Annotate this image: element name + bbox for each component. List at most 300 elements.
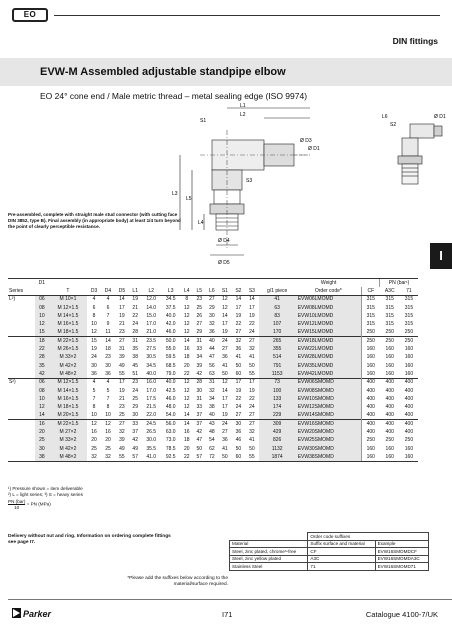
table-cell: 23 <box>119 329 125 336</box>
table-cell: 36 <box>91 370 97 377</box>
suffix-header-material: Material <box>230 540 308 548</box>
table-row <box>8 312 418 320</box>
table-cell: M 33×2 <box>49 436 87 444</box>
table-cell: 50 <box>218 453 232 461</box>
table-cell: 47 <box>209 354 215 361</box>
table-cell: 315 <box>400 295 418 303</box>
order-code-cell: EVW42LMOMD <box>296 370 362 378</box>
table-cell: 400 <box>362 378 380 386</box>
table-cell: 46.0 <box>165 395 176 402</box>
suffix-instruction: *Please add the suffixes below according to the material/surface required. <box>127 576 228 588</box>
table-cell: 19 <box>222 412 228 419</box>
table-cell: 6 <box>92 304 96 311</box>
table-cell: 315 <box>385 321 394 328</box>
table-cell: 42 <box>132 437 138 444</box>
table-cell: 27 <box>245 337 259 345</box>
table-cell: 48 <box>209 428 215 435</box>
delivery-note: Delivery without nut and ring. Information on ordering complete fittings see page I7. <box>8 534 171 546</box>
table-cell: 4 <box>101 378 115 386</box>
table-cell: 250 <box>404 437 414 444</box>
table-cell: 15 <box>87 337 101 345</box>
order-code-cell: EVW06LMOMD <box>296 295 362 303</box>
table-cell: 160 <box>404 445 414 452</box>
suffix-header-row <box>230 540 429 548</box>
series-cell <box>8 411 35 419</box>
table-cell: 14.0 <box>146 304 157 311</box>
table-cell: 30 <box>132 412 138 419</box>
table-row <box>8 444 418 452</box>
table-cell: 19 <box>222 329 228 336</box>
table-cell: 40 <box>209 412 215 419</box>
header-rule <box>54 15 440 16</box>
table-cell: 51 <box>132 370 138 377</box>
table-cell: 6 <box>106 304 110 311</box>
table-cell: 10 <box>91 321 97 328</box>
table-cell: 36 <box>235 428 242 435</box>
suffix-row <box>230 555 429 563</box>
table-cell: 265 <box>259 337 296 345</box>
header-pn: PN (bar¹) <box>380 279 418 287</box>
table-cell: 24 <box>218 337 232 345</box>
table-row <box>8 303 418 311</box>
table-cell: M 33×2 <box>49 353 87 361</box>
table-cell: 315 <box>362 312 380 320</box>
table-cell: 400 <box>404 387 414 394</box>
table-cell: 40 <box>206 337 219 345</box>
table-cell: 400 <box>362 428 380 436</box>
table-cell: 56.0 <box>161 420 180 428</box>
table-cell: 309 <box>259 420 296 428</box>
table-cell: 36 <box>222 354 228 361</box>
suffix-caption-row <box>230 533 429 541</box>
table-cell: 400 <box>385 387 394 394</box>
table-cell: 50 <box>235 362 242 369</box>
table-cell: 160 <box>385 370 394 377</box>
table-cell: 12 <box>218 378 232 386</box>
table-cell: 12 <box>183 321 190 328</box>
table-cell: 41 <box>222 445 228 452</box>
header-cell: D3 <box>87 287 101 295</box>
table-cell: 41 <box>222 362 228 369</box>
table-cell: M 14×1.5 <box>49 386 87 394</box>
series-cell <box>8 436 35 444</box>
table-cell: 160 <box>385 445 394 452</box>
table-cell: 18 <box>183 437 190 444</box>
table-cell: 17 <box>232 378 246 386</box>
table-cell: 14 <box>245 295 259 303</box>
table-cell: 18 <box>35 337 49 345</box>
table-cell: 27 <box>235 329 242 336</box>
table-cell: 16 <box>105 428 111 435</box>
table-cell: 59.5 <box>165 354 176 361</box>
table-cell: M 27×2 <box>49 428 87 436</box>
table-cell: 1132 <box>259 444 296 452</box>
table-cell: 17 <box>119 304 125 311</box>
header-cell: 71 <box>400 287 418 295</box>
table-cell: 48.0 <box>165 404 176 411</box>
table-cell: 100 <box>259 386 296 394</box>
table-cell: 400 <box>362 420 380 428</box>
table-cell: 31 <box>196 395 203 402</box>
table-cell: 160 <box>362 453 380 461</box>
header-cell: S3 <box>245 287 259 295</box>
table-cell: 39 <box>119 354 125 361</box>
order-code-cell: EVW08SMOMD <box>296 386 362 394</box>
table-cell: 63.0 <box>165 428 176 435</box>
table-cell: 19 <box>129 295 142 303</box>
table-cell: 19 <box>235 387 242 394</box>
table-cell: 28 <box>132 329 138 336</box>
table-row <box>8 378 418 386</box>
table-row <box>8 420 418 428</box>
table-cell: 12 <box>91 329 97 336</box>
header-d1: D1 <box>35 279 49 287</box>
table-cell: 21 <box>119 395 125 402</box>
table-cell: 33 <box>196 346 203 353</box>
table-cell: 9 <box>106 321 110 328</box>
eo-logo: EO <box>12 8 48 22</box>
header-cell: Order code* <box>296 287 362 295</box>
table-cell: 250 <box>404 329 414 336</box>
table-cell: 22 <box>249 321 255 328</box>
header-cell: D5 <box>115 287 129 295</box>
table-cell: 38 <box>209 404 215 411</box>
table-cell: 27 <box>206 295 219 303</box>
table-row <box>8 428 418 436</box>
table-cell: 17 <box>222 395 228 402</box>
table-cell: 08 <box>35 386 49 394</box>
series-cell <box>8 444 35 452</box>
table-cell: 12 <box>183 395 190 402</box>
series-cell <box>8 386 35 394</box>
series-cell <box>8 453 35 461</box>
table-cell: 30 <box>232 420 246 428</box>
table-cell: 44 <box>209 346 215 353</box>
table-row <box>8 345 418 353</box>
table-row <box>8 353 418 361</box>
label-l1: L1 <box>240 103 246 109</box>
table-cell: 250 <box>362 337 380 345</box>
table-cell: M 16×1.5 <box>49 320 87 328</box>
suffix-cell: 71 <box>308 563 375 571</box>
table-cell: 32 <box>119 428 125 435</box>
table-cell: 27 <box>222 346 228 353</box>
suffix-cell: EVW16SMOMDCF <box>375 548 428 556</box>
table-cell: 25 <box>35 436 49 444</box>
page-title: EVW-M Assembled adjustable standpipe elbow <box>40 66 286 78</box>
table-cell: 06 <box>35 295 49 303</box>
series-cell: L²) <box>8 295 35 303</box>
table-cell: 22 <box>249 395 255 402</box>
table-cell: 33 <box>129 420 142 428</box>
table-cell: 160 <box>404 370 414 377</box>
table-cell: 49 <box>119 445 125 452</box>
table-cell: 30 <box>105 362 111 369</box>
series-cell <box>8 370 35 378</box>
table-cell: 42.0 <box>165 321 176 328</box>
table-cell: 26.5 <box>146 428 157 435</box>
table-cell: 4 <box>101 295 115 303</box>
table-cell: 24.5 <box>141 420 160 428</box>
suffix-cell: EVW16SMOMDA3C <box>375 555 428 563</box>
table-cell: 54.0 <box>165 412 176 419</box>
pn-fraction <box>8 499 25 510</box>
table-cell: 42 <box>35 370 49 378</box>
table-cell: 40.0 <box>161 378 180 386</box>
table-cell: 30.0 <box>146 437 157 444</box>
table-cell: 30 <box>35 444 49 452</box>
table-cell: 19 <box>91 346 97 353</box>
catalogue-number: Catalogue 4100-7/UK <box>365 610 438 619</box>
table-cell: 12 <box>183 404 190 411</box>
header-weight: Weight <box>296 279 362 287</box>
table-cell: 28 <box>193 378 206 386</box>
table-cell: 30 <box>209 312 215 319</box>
page-number: I71 <box>222 610 233 619</box>
header-cell: L2 <box>141 287 160 295</box>
table-cell: 12 <box>183 304 190 311</box>
table-cell: 37.5 <box>165 304 176 311</box>
table-cell: M 26×1.5 <box>49 345 87 353</box>
suffix-cell: CF <box>308 548 375 556</box>
label-l2: L2 <box>240 112 246 118</box>
table-cell: 20 <box>91 437 97 444</box>
spec-table <box>8 278 418 462</box>
table-cell: 23 <box>129 378 142 386</box>
table-cell: 46.0 <box>165 329 176 336</box>
table-cell: 19 <box>249 312 255 319</box>
table-cell: 27 <box>249 412 255 419</box>
header-cell: g/1 piece <box>259 287 296 295</box>
table-cell: 17 <box>222 321 228 328</box>
table-cell: 38 <box>132 354 138 361</box>
table-cell: 63 <box>259 303 296 311</box>
table-cell: 38 <box>35 453 49 461</box>
table-cell: 18 <box>183 354 190 361</box>
table-row <box>8 337 418 345</box>
table-cell: 42 <box>196 370 203 377</box>
table-cell: 35 <box>35 361 49 369</box>
table-cell: 24 <box>249 404 255 411</box>
series-cell <box>8 312 35 320</box>
table-cell: 41 <box>249 354 255 361</box>
preassembly-note: Pre-assembled, complete with straight male stud connector (with cutting face DIN 3852, type B). Final assembly (in appropriate body) at least 1/4 turn beyond the point of clearly perceptible resistance. <box>8 212 181 229</box>
table-cell: 400 <box>385 395 394 402</box>
table-cell: 160 <box>385 346 394 353</box>
label-d3: Ø D3 <box>300 138 312 144</box>
footnotes <box>8 486 208 510</box>
table-cell: 32 <box>101 453 115 461</box>
table-cell: 18 <box>105 346 111 353</box>
table-cell: 83 <box>259 312 296 320</box>
suffix-caption: Order code suffixes <box>308 533 429 541</box>
suffix-cell: Stainless Steel <box>230 563 308 571</box>
label-d1-main: Ø D1 <box>308 146 320 152</box>
order-code-cell: EVW10SMOMD <box>296 395 362 403</box>
table-cell: 315 <box>385 304 394 311</box>
table-cell: 41.0 <box>141 453 160 461</box>
table-cell: 25 <box>91 445 97 452</box>
table-cell: 24 <box>91 354 97 361</box>
table-cell: 27 <box>245 420 259 428</box>
table-cell: M 16×1.5 <box>49 395 87 403</box>
table-cell: 78.5 <box>165 445 176 452</box>
table-cell: 23 <box>193 295 206 303</box>
table-cell: 34.5 <box>161 295 180 303</box>
table-cell: 10 <box>91 412 97 419</box>
table-cell: 174 <box>259 403 296 411</box>
suffix-row <box>230 563 429 571</box>
table-cell: 400 <box>385 428 394 435</box>
table-cell: M 48×2 <box>49 370 87 378</box>
table-cell: 30.5 <box>146 354 157 361</box>
table-cell: 25 <box>196 304 203 311</box>
order-code-cell: EVW18LMOMD <box>296 337 362 345</box>
header-cell: L4 <box>180 287 193 295</box>
table-cell: 14 <box>183 412 190 419</box>
header-cell: S2 <box>232 287 246 295</box>
series-cell <box>8 345 35 353</box>
table-cell: 315 <box>362 303 380 311</box>
order-code-cell: EVW20SMOMD <box>296 428 362 436</box>
header-cell: L5 <box>193 287 206 295</box>
table-cell: 57 <box>129 453 142 461</box>
table-cell: 33 <box>196 404 203 411</box>
parker-wordmark: Parker <box>23 609 52 619</box>
table-cell: M 42×2 <box>49 444 87 452</box>
order-code-cell: EVW35LMOMD <box>296 361 362 369</box>
table-cell: 229 <box>259 411 296 419</box>
table-cell: 27.5 <box>146 346 157 353</box>
table-cell: 27 <box>115 420 129 428</box>
table-cell: 68.5 <box>165 362 176 369</box>
suffix-table <box>229 532 429 571</box>
table-cell: 23 <box>105 354 111 361</box>
label-s3: S3 <box>246 178 253 184</box>
order-code-cell: EVW16SMOMD <box>296 420 362 428</box>
table-cell: 5 <box>92 387 96 394</box>
table-cell: 14 <box>35 411 49 419</box>
table-cell: 16 <box>35 420 49 428</box>
suffix-cell: Steel, zinc yellow plated <box>230 555 308 563</box>
table-cell: 24 <box>132 387 138 394</box>
table-cell: 73.0 <box>165 437 176 444</box>
table-cell: 400 <box>362 386 380 394</box>
table-cell: 429 <box>259 428 296 436</box>
table-cell: 8 <box>180 295 193 303</box>
table-cell: 28 <box>35 353 49 361</box>
table-cell: 400 <box>362 395 380 403</box>
table-cell: 21.5 <box>146 404 157 411</box>
table-cell: 15 <box>35 328 49 336</box>
section-tab: I <box>430 243 452 269</box>
table-row <box>8 395 418 403</box>
table-cell: 12 <box>218 295 232 303</box>
table-cell: 160 <box>404 362 414 369</box>
table-row <box>8 386 418 394</box>
series-cell <box>8 420 35 428</box>
table-cell: 22 <box>235 395 242 402</box>
table-cell: 31 <box>119 346 125 353</box>
table-cell: 160 <box>362 370 380 378</box>
table-cell: 32 <box>209 387 215 394</box>
table-cell: 49 <box>132 445 138 452</box>
table-cell: 92.5 <box>161 453 180 461</box>
table-cell: 400 <box>404 412 414 419</box>
table-cell: 4 <box>87 378 101 386</box>
table-cell: 160 <box>362 353 380 361</box>
table-cell: 23 <box>119 404 125 411</box>
table-cell: 34.5 <box>146 362 157 369</box>
table-cell: 31 <box>193 337 206 345</box>
table-cell: 55 <box>245 453 259 461</box>
table-cell: M 14×1.5 <box>49 312 87 320</box>
table-cell: M 18×1.5 <box>49 403 87 411</box>
header-cell: L6 <box>206 287 219 295</box>
table-cell: 47 <box>196 437 203 444</box>
series-cell <box>8 337 35 345</box>
table-row <box>8 328 418 336</box>
label-s1: S1 <box>200 118 207 124</box>
table-row <box>8 370 418 378</box>
table-cell: 25 <box>119 412 125 419</box>
table-header-top <box>8 279 418 287</box>
table-cell: 40.0 <box>146 370 157 377</box>
table-cell: 16.0 <box>141 378 160 386</box>
table-cell: 14 <box>115 295 129 303</box>
sketch-label-d1: Ø D1 <box>434 114 446 120</box>
table-cell: 315 <box>362 295 380 303</box>
table-cell: 32 <box>232 337 246 345</box>
table-cell: 17 <box>235 304 242 311</box>
series-cell <box>8 428 35 436</box>
table-cell: 250 <box>385 329 394 336</box>
table-cell: 10 <box>105 412 111 419</box>
label-l4: L4 <box>198 220 204 226</box>
table-cell: 5 <box>106 387 110 394</box>
table-cell: 34 <box>196 354 203 361</box>
table-cell: 41 <box>235 354 242 361</box>
table-cell: 400 <box>385 412 394 419</box>
table-cell: 160 <box>404 346 414 353</box>
table-cell: 41 <box>249 437 255 444</box>
table-cell: 14 <box>232 295 246 303</box>
series-cell <box>8 303 35 311</box>
table-cell: 26 <box>196 312 203 319</box>
table-cell: 12 <box>35 403 49 411</box>
table-cell: 12 <box>183 387 190 394</box>
table-cell: 50 <box>235 445 242 452</box>
series-cell <box>8 353 35 361</box>
pn-equals: = PN (MPa) <box>26 501 51 507</box>
table-cell: 170 <box>259 328 296 336</box>
table-cell: 17.0 <box>146 387 157 394</box>
page-subtitle: EO 24° cone end / Male metric thread – metal sealing edge (ISO 9974) <box>40 91 308 101</box>
table-cell: 49 <box>119 362 125 369</box>
table-cell: 8 <box>92 404 96 411</box>
table-cell: 250 <box>400 337 418 345</box>
table-cell: 20 <box>183 445 190 452</box>
table-cell: 29 <box>209 304 215 311</box>
order-code-cell: EVW10LMOMD <box>296 312 362 320</box>
order-code-cell: EVW12LMOMD <box>296 320 362 328</box>
table-cell: 42.5 <box>165 387 176 394</box>
table-cell: M 20×1.5 <box>49 411 87 419</box>
suffix-cell: EVW16SMOMD71 <box>375 563 428 571</box>
table-cell: 22 <box>235 321 242 328</box>
table-cell: 12 <box>180 378 193 386</box>
table-cell: 19 <box>119 387 125 394</box>
